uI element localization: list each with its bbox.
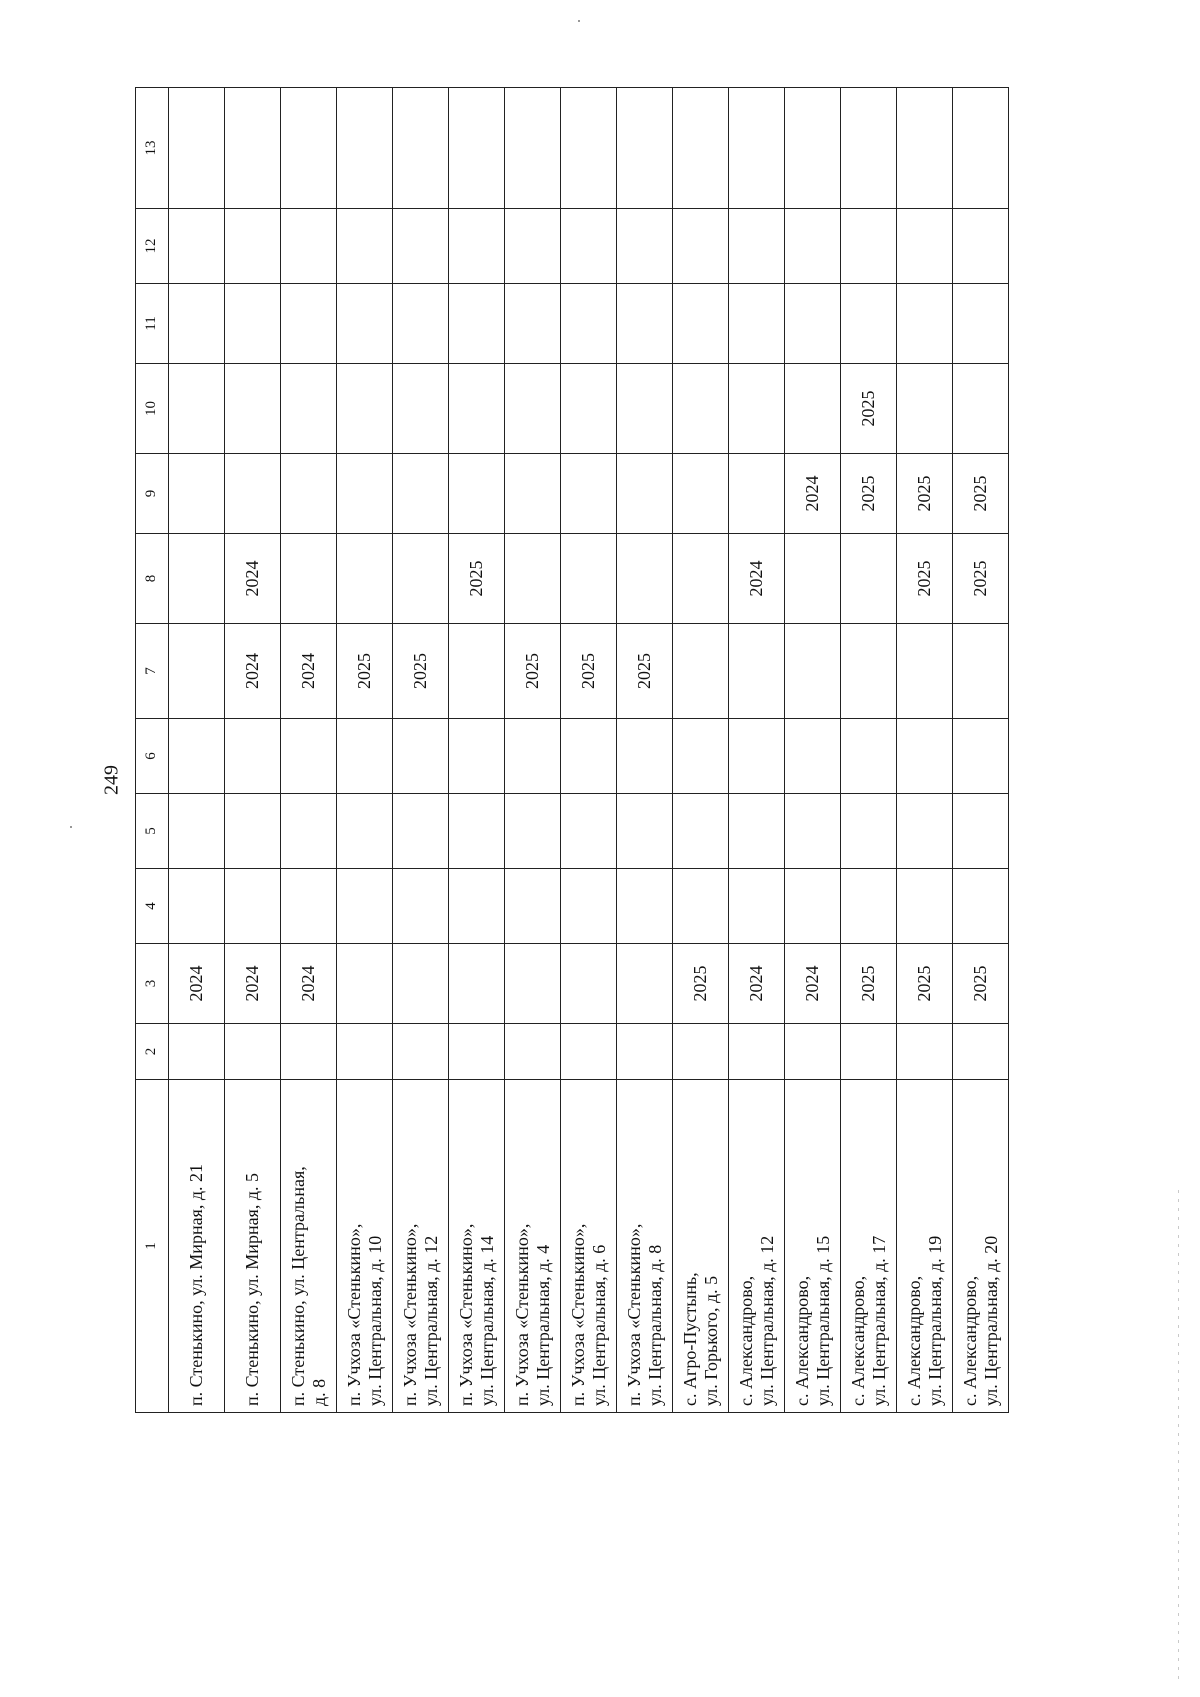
year-cell (169, 88, 225, 209)
scan-speck (70, 826, 72, 828)
year-cell (505, 534, 561, 624)
year-cell (729, 794, 785, 869)
year-cell (561, 284, 617, 364)
address-cell: п. Учхоза «Стенькино», ул. Центральная, д. 6 (561, 1080, 617, 1413)
column-header: 8 (136, 534, 169, 624)
year-cell (561, 534, 617, 624)
year-cell (561, 794, 617, 869)
year-cell (617, 88, 673, 209)
year-cell: 2024 (785, 944, 841, 1024)
year-cell: 2025 (841, 364, 897, 454)
year-cell (449, 794, 505, 869)
year-cell (505, 719, 561, 794)
year-cell (337, 364, 393, 454)
year-cell (505, 869, 561, 944)
year-cell (337, 284, 393, 364)
year-cell (281, 284, 337, 364)
year-cell: 2025 (953, 454, 1009, 534)
column-header: 3 (136, 944, 169, 1024)
year-cell (561, 88, 617, 209)
year-cell (673, 284, 729, 364)
year-cell (505, 364, 561, 454)
year-cell (169, 794, 225, 869)
year-cell (841, 719, 897, 794)
year-cell (785, 364, 841, 454)
year-cell (505, 454, 561, 534)
year-cell (449, 209, 505, 284)
year-cell (505, 794, 561, 869)
column-header: 4 (136, 869, 169, 944)
year-cell (729, 364, 785, 454)
year-cell: 2025 (393, 624, 449, 719)
column-header: 13 (136, 88, 169, 209)
table-row (505, 88, 561, 1413)
year-cell: 2025 (897, 944, 953, 1024)
year-cell: 2024 (225, 944, 281, 1024)
address-cell: п. Стенькино, ул. Мирная, д. 21 (169, 1080, 225, 1413)
year-cell (169, 209, 225, 284)
year-cell (449, 869, 505, 944)
year-cell (225, 869, 281, 944)
column-header: 7 (136, 624, 169, 719)
year-cell (337, 719, 393, 794)
year-cell (841, 794, 897, 869)
year-cell (841, 284, 897, 364)
table-area (135, 88, 1001, 1413)
year-cell (169, 869, 225, 944)
table-row (897, 88, 953, 1413)
year-cell (617, 719, 673, 794)
year-cell (729, 454, 785, 534)
year-cell (449, 1024, 505, 1080)
year-cell (841, 869, 897, 944)
table-row (225, 88, 281, 1413)
year-cell (337, 454, 393, 534)
year-cell (393, 719, 449, 794)
year-cell: 2024 (225, 624, 281, 719)
year-cell (393, 454, 449, 534)
year-cell (225, 794, 281, 869)
year-cell (393, 534, 449, 624)
year-cell (281, 534, 337, 624)
year-cell (169, 284, 225, 364)
year-cell (281, 869, 337, 944)
address-cell: с. Александрово, ул. Центральная, д. 15 (785, 1080, 841, 1413)
year-cell: 2024 (729, 944, 785, 1024)
year-cell (785, 719, 841, 794)
address-cell: с. Агро-Пустынь, ул. Горького, д. 5 (673, 1080, 729, 1413)
column-header: 1 (136, 1080, 169, 1413)
year-cell (617, 284, 673, 364)
address-cell: п. Стенькино, ул. Центральная, д. 8 (281, 1080, 337, 1413)
year-cell (673, 454, 729, 534)
table-row (785, 88, 841, 1413)
year-cell (953, 719, 1009, 794)
column-header: 2 (136, 1024, 169, 1080)
year-cell: 2024 (281, 624, 337, 719)
year-cell: 2025 (897, 454, 953, 534)
year-cell (505, 209, 561, 284)
year-cell (337, 869, 393, 944)
year-cell (169, 364, 225, 454)
address-cell: п. Стенькино, ул. Мирная, д. 5 (225, 1080, 281, 1413)
year-cell (561, 209, 617, 284)
year-cell (953, 869, 1009, 944)
year-cell: 2024 (785, 454, 841, 534)
year-cell: 2025 (953, 944, 1009, 1024)
year-cell (561, 869, 617, 944)
year-cell (505, 284, 561, 364)
year-cell (617, 454, 673, 534)
year-cell (897, 624, 953, 719)
year-cell (281, 454, 337, 534)
year-cell (785, 88, 841, 209)
year-cell (393, 364, 449, 454)
year-cell (617, 869, 673, 944)
table-row (561, 88, 617, 1413)
year-cell (841, 88, 897, 209)
year-cell (225, 284, 281, 364)
year-cell (953, 794, 1009, 869)
year-cell (785, 534, 841, 624)
year-cell (393, 944, 449, 1024)
year-cell (785, 624, 841, 719)
column-header: 10 (136, 364, 169, 454)
year-cell (897, 209, 953, 284)
address-cell: с. Александрово, ул. Центральная, д. 20 (953, 1080, 1009, 1413)
year-cell (841, 1024, 897, 1080)
year-cell (505, 944, 561, 1024)
year-cell (225, 364, 281, 454)
year-cell (617, 944, 673, 1024)
year-cell (617, 794, 673, 869)
year-cell: 2025 (337, 624, 393, 719)
year-cell (449, 88, 505, 209)
address-cell: с. Александрово, ул. Центральная, д. 12 (729, 1080, 785, 1413)
year-cell (673, 1024, 729, 1080)
year-cell (337, 88, 393, 209)
table-row (393, 88, 449, 1413)
table-row (281, 88, 337, 1413)
year-cell: 2024 (169, 944, 225, 1024)
year-cell: 2025 (953, 534, 1009, 624)
year-cell (393, 794, 449, 869)
year-cell (673, 364, 729, 454)
year-cell (449, 364, 505, 454)
table-row (841, 88, 897, 1413)
column-header: 6 (136, 719, 169, 794)
table-row (729, 88, 785, 1413)
year-cell (337, 944, 393, 1024)
year-cell (561, 1024, 617, 1080)
year-cell (225, 1024, 281, 1080)
page-number: 249 (100, 765, 123, 795)
year-cell (897, 1024, 953, 1080)
year-cell (897, 284, 953, 364)
table-row (673, 88, 729, 1413)
year-cell (449, 624, 505, 719)
year-cell (225, 209, 281, 284)
year-cell (393, 88, 449, 209)
address-cell: п. Учхоза «Стенькино», ул. Центральная, д. 10 (337, 1080, 393, 1413)
year-cell (617, 534, 673, 624)
year-cell (561, 364, 617, 454)
year-cell: 2025 (897, 534, 953, 624)
table-row (617, 88, 673, 1413)
year-cell (785, 284, 841, 364)
year-cell (785, 869, 841, 944)
column-header: 11 (136, 284, 169, 364)
year-cell (897, 794, 953, 869)
year-cell (785, 1024, 841, 1080)
year-cell (449, 284, 505, 364)
year-cell (337, 209, 393, 284)
year-cell (617, 209, 673, 284)
address-cell: с. Александрово, ул. Центральная, д. 17 (841, 1080, 897, 1413)
year-cell (225, 88, 281, 209)
table-row (953, 88, 1009, 1413)
year-cell (953, 624, 1009, 719)
year-cell: 2025 (449, 534, 505, 624)
year-cell (225, 719, 281, 794)
year-cell (225, 454, 281, 534)
year-cell: 2025 (673, 944, 729, 1024)
year-cell (729, 1024, 785, 1080)
year-cell (953, 1024, 1009, 1080)
year-cell (505, 1024, 561, 1080)
year-cell (617, 364, 673, 454)
year-cell (169, 624, 225, 719)
year-cell (673, 624, 729, 719)
schedule-table (135, 87, 1009, 1413)
table-body (169, 88, 1009, 1413)
year-cell (673, 534, 729, 624)
year-cell (729, 719, 785, 794)
scan-edge-artifact (1178, 1190, 1179, 1680)
year-cell (673, 719, 729, 794)
year-cell: 2025 (561, 624, 617, 719)
year-cell (169, 1024, 225, 1080)
year-cell: 2025 (841, 944, 897, 1024)
year-cell (841, 534, 897, 624)
year-cell (393, 284, 449, 364)
year-cell (897, 88, 953, 209)
year-cell (897, 869, 953, 944)
year-cell (281, 88, 337, 209)
year-cell (953, 88, 1009, 209)
scan-speck (578, 20, 580, 22)
year-cell (393, 209, 449, 284)
year-cell (449, 454, 505, 534)
address-cell: п. Учхоза «Стенькино», ул. Центральная, д. 4 (505, 1080, 561, 1413)
year-cell (729, 624, 785, 719)
year-cell (169, 454, 225, 534)
year-cell: 2024 (281, 944, 337, 1024)
column-header: 12 (136, 209, 169, 284)
year-cell (953, 209, 1009, 284)
year-cell: 2025 (617, 624, 673, 719)
year-cell (673, 209, 729, 284)
year-cell (337, 1024, 393, 1080)
year-cell: 2025 (505, 624, 561, 719)
year-cell: 2024 (729, 534, 785, 624)
address-cell: с. Александрово, ул. Центральная, д. 19 (897, 1080, 953, 1413)
year-cell (729, 209, 785, 284)
address-cell: п. Учхоза «Стенькино», ул. Центральная, д. 14 (449, 1080, 505, 1413)
year-cell (169, 719, 225, 794)
column-header: 5 (136, 794, 169, 869)
year-cell (393, 1024, 449, 1080)
year-cell (281, 364, 337, 454)
year-cell (729, 284, 785, 364)
year-cell (673, 88, 729, 209)
year-cell (897, 719, 953, 794)
year-cell (841, 624, 897, 719)
year-cell (673, 869, 729, 944)
year-cell (729, 869, 785, 944)
year-cell (953, 364, 1009, 454)
rotated-table-container (135, 88, 1001, 1413)
year-cell (953, 284, 1009, 364)
year-cell (561, 944, 617, 1024)
table-row (169, 88, 225, 1413)
year-cell (785, 794, 841, 869)
year-cell (281, 209, 337, 284)
year-cell (449, 719, 505, 794)
table-row (337, 88, 393, 1413)
year-cell (785, 209, 841, 284)
year-cell (561, 719, 617, 794)
year-cell (169, 534, 225, 624)
year-cell (505, 88, 561, 209)
table-header-row (136, 88, 169, 1413)
year-cell (729, 88, 785, 209)
year-cell (561, 454, 617, 534)
year-cell (281, 1024, 337, 1080)
year-cell (449, 944, 505, 1024)
year-cell (841, 209, 897, 284)
column-header: 9 (136, 454, 169, 534)
year-cell (393, 869, 449, 944)
year-cell (337, 794, 393, 869)
year-cell (337, 534, 393, 624)
year-cell (897, 364, 953, 454)
year-cell (617, 1024, 673, 1080)
address-cell: п. Учхоза «Стенькино», ул. Центральная, д. 8 (617, 1080, 673, 1413)
year-cell (281, 719, 337, 794)
address-cell: п. Учхоза «Стенькино», ул. Центральная, д. 12 (393, 1080, 449, 1413)
table-row (449, 88, 505, 1413)
year-cell (673, 794, 729, 869)
year-cell: 2025 (841, 454, 897, 534)
year-cell (281, 794, 337, 869)
year-cell: 2024 (225, 534, 281, 624)
